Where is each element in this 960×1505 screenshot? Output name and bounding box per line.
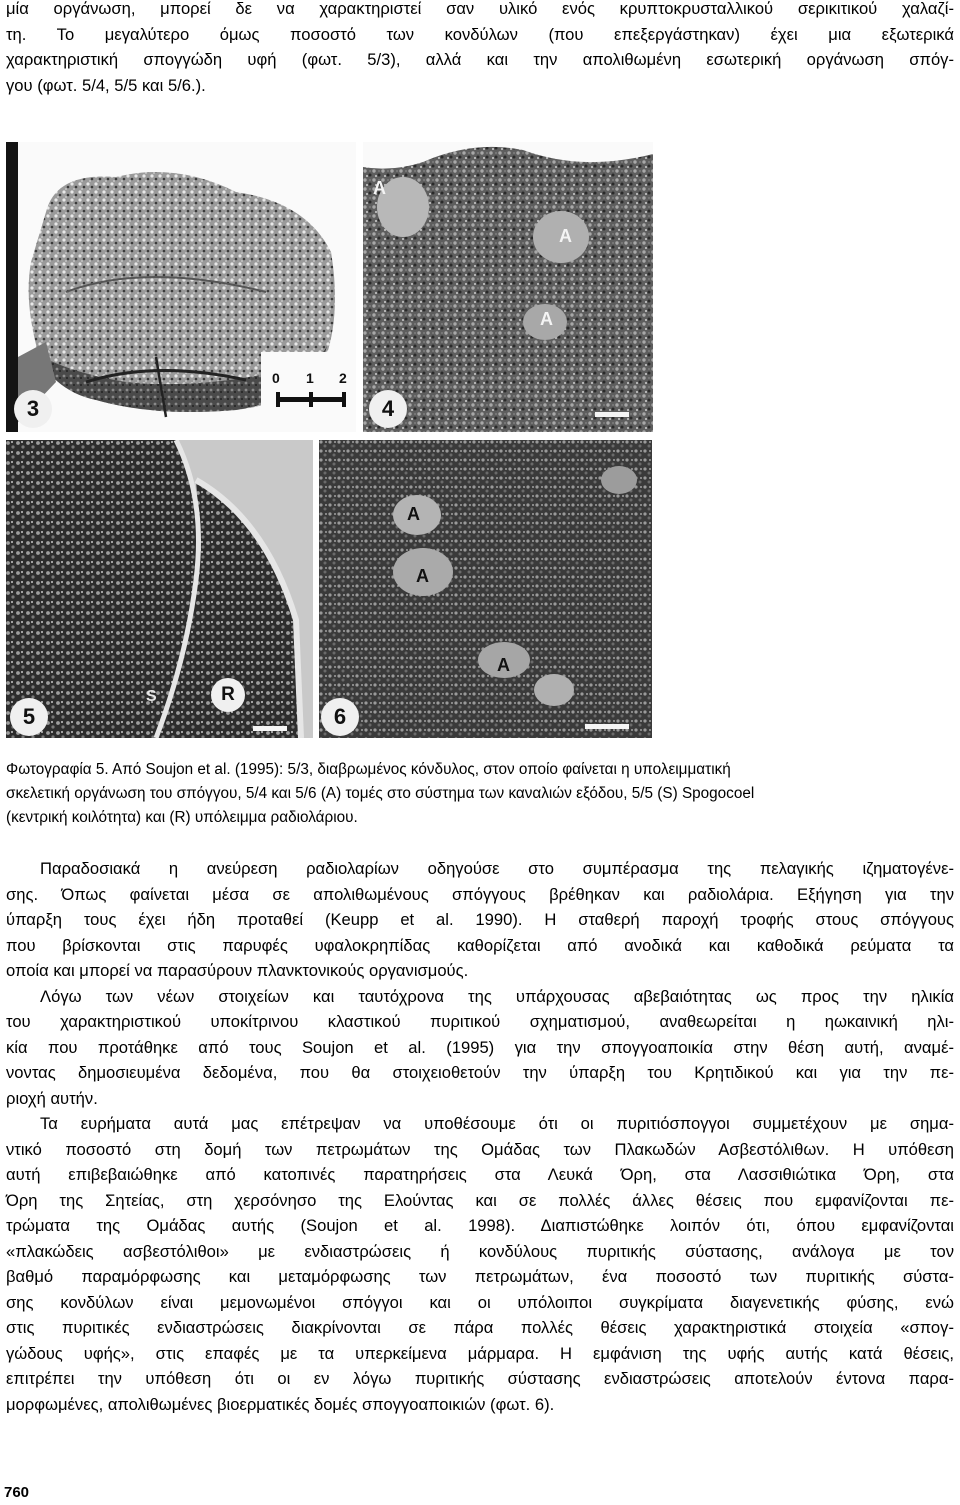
text-line: βαθμό παραμόρφωσης και μεταμόρφωσης των πετρωμάτων, ένα ποσοστό των πυριτικής σύστα- (6, 1267, 954, 1286)
text-line: Παραδοσιακά η ανεύρεση ραδιολαρίων οδηγούσε στο συμπέρασμα της πελαγικής ιζηματογένε- (40, 859, 954, 878)
label-a-3: A (497, 655, 510, 675)
text-line: στις πυριτικές ενδιαστρώσεις διακρίνονται σε πάρα πολλές θέσεις χαρακτηριστικά στοιχεία «σπογ- (6, 1318, 954, 1337)
text-line: χαρακτηριστική σπογγώδη υφή (φωτ. 5/3), αλλά και την απολιθωμένη εσωτερική οργάνωση σπόγ- (6, 50, 954, 69)
text-line: σης κονδύλων είναι μεμονωμένοι σπόγγοι και οι υπόλοιποι συγκρίματα διαγενετικής φύσης, ενώ (6, 1292, 954, 1312)
text-line: ύπαρξη τους έχει ήδη προταθεί (Keupp et al. 1990). Η σταθερή παροχή τροφής στους σπόγγους (6, 910, 954, 929)
text-line: τη. Το μεγαλύτερο όμως ποσοστό των κονδύλων (που επεξεργάστηκαν) έχει μια εξωτερικά (6, 24, 954, 44)
label-r-badge: R (211, 678, 245, 712)
photo-5-4 (363, 142, 653, 432)
caption-line: σκελετική οργάνωση του σπόγγου, 5/4 και 5/6 (Α) τομές στο σύστημα των καναλιών εξόδου, 5/5 (S) Spogocoel (6, 785, 755, 802)
caption-line: Φωτογραφία 5. Από Soujon et al. (1995): 5/3, διαβρωμένος κόνδυλος, στον οποίο φαίνεται η υπολειμματική (6, 761, 731, 778)
photo-caption (6, 758, 956, 830)
scale-tick-2: 2 (339, 370, 347, 386)
photo-5-5 (6, 440, 313, 738)
intro-paragraph (6, 0, 954, 98)
label-s: S (146, 688, 157, 705)
figure-number-badge: 4 (369, 390, 407, 428)
section-image-5 (6, 440, 313, 738)
body-text (6, 856, 954, 1417)
figure-number-badge: 5 (10, 698, 48, 736)
page-number: 760 (4, 1484, 30, 1501)
text-line: σης. Όπως φαίνεται μέσα σε απολιθωμένους σπόγγους βρέθηκαν και ραδιολάρια. Εξήγηση για την (6, 884, 954, 904)
text-line: κία που προτάθηκε από τους Soujon et al. (1995) για την σπογγοαποικία στην θέση αυτή, αναμέ- (6, 1037, 954, 1057)
text-line: Τα ευρήματα αυτά μας επέτρεψαν να υποθέσουμε ότι οι πυριτιόσπογγοι συμμετέχουν με σημα- (40, 1114, 954, 1133)
text-line: μία οργάνωση, μπορεί δε να χαρακτηριστεί σαν υλικό ενός κρυπτοκρυσταλλικού σερικιτικού χαλαζί- (6, 0, 954, 18)
photo-5-3 (6, 142, 356, 432)
text-line: μορφωμένες, απολιθωμένες βιοερματικές δομές σπογγοαποικιών (φωτ. 6). (6, 1394, 555, 1414)
scale-tick-0: 0 (272, 370, 280, 386)
section-image-4 (363, 142, 653, 432)
text-line: τρώματα της Ομάδας αυτής (Soujon et al. 1998). Διαπιστώθηκε λοιπόν ότι, όπου εμφανίζονται (6, 1216, 954, 1235)
paragraph (6, 984, 954, 1112)
label-a-2: A (559, 226, 572, 246)
text-line: γου (φωτ. 5/4, 5/5 και 5/6.). (6, 75, 206, 95)
text-line: οποία και μπορεί να παρασύρουν πλανκτονικούς οργανισμούς. (6, 961, 469, 980)
text-line: που βρίσκονται στις παρυφές υφαλοκρηπίδας καθορίζεται από ανοδικά και καθοδικά ρεύματα τα (6, 935, 954, 955)
figure-number-badge: 6 (321, 698, 359, 736)
text-line: επιτρέπει την υπόθεση ότι οι εν λόγω πυριτικής σύστασης ενδιαστρώσεις αποτελούν έντονα παρα- (6, 1369, 954, 1388)
text-line: ριοχή αυτήν. (6, 1088, 98, 1108)
caption-line: (κεντρική κοιλότητα) και (R) υπόλειμμα ραδιολάριου. (6, 809, 358, 826)
text-line: γώδους υφής», στις επαφές με τα υπερκείμενα μάρμαρα. Η εμφάνιση της υφής αυτής κατά θέσεις, (6, 1343, 954, 1363)
text-line: Λόγω των νέων στοιχείων και ταυτόχρονα της υπάρχουσας αβεβαιότητας ως προς την ηλικία (40, 986, 954, 1006)
text-line: νοντας δημοσιευμένα δεδομένα, που θα στοιχειοθετούν την ύπαρξη του Κρητιδικού και για την πε- (6, 1063, 954, 1082)
text-line: του χαρακτηριστικού υποκίτρινου κλαστικού πυριτικού σχηματισμού, αναθεωρείται η ηωκαινική ηλι- (6, 1012, 954, 1031)
label-a-2: A (416, 566, 429, 586)
text-line: «πλακώδεις ασβεστόλιθοι» με ενδιαστρώσεις ή κονδύλους πυριτικής σύστασης, ανάλογα με τον (6, 1241, 954, 1261)
paragraph (6, 1111, 954, 1417)
label-a-3: A (540, 309, 553, 329)
figure-number-badge: 3 (14, 390, 52, 428)
text-line: αυτή επιβεβαιώθηκε από κατοπινές παρατηρήσεις στα Λευκά Όρη, στα Λασσιθιώτικα Όρη, στα (6, 1165, 954, 1184)
nodule-image (6, 142, 356, 432)
text-line: Όρη της Σητείας, στη χερσόνησο της Ελούντας και σε πολλές άλλες θέσεις που εμφανίζονται πε- (6, 1190, 954, 1210)
paragraph (6, 856, 954, 984)
label-a-1: A (407, 504, 420, 524)
label-a-1: A (373, 178, 386, 198)
section-image-6 (319, 440, 652, 738)
text-line: ντικό ποσοστό στη δομή των πετρωμάτων της Ομάδας των Πλακωδών Ασβεστόλιθων. Η υπόθεση (6, 1139, 954, 1159)
scale-tick-1: 1 (306, 370, 314, 386)
photo-5-6 (319, 440, 652, 738)
